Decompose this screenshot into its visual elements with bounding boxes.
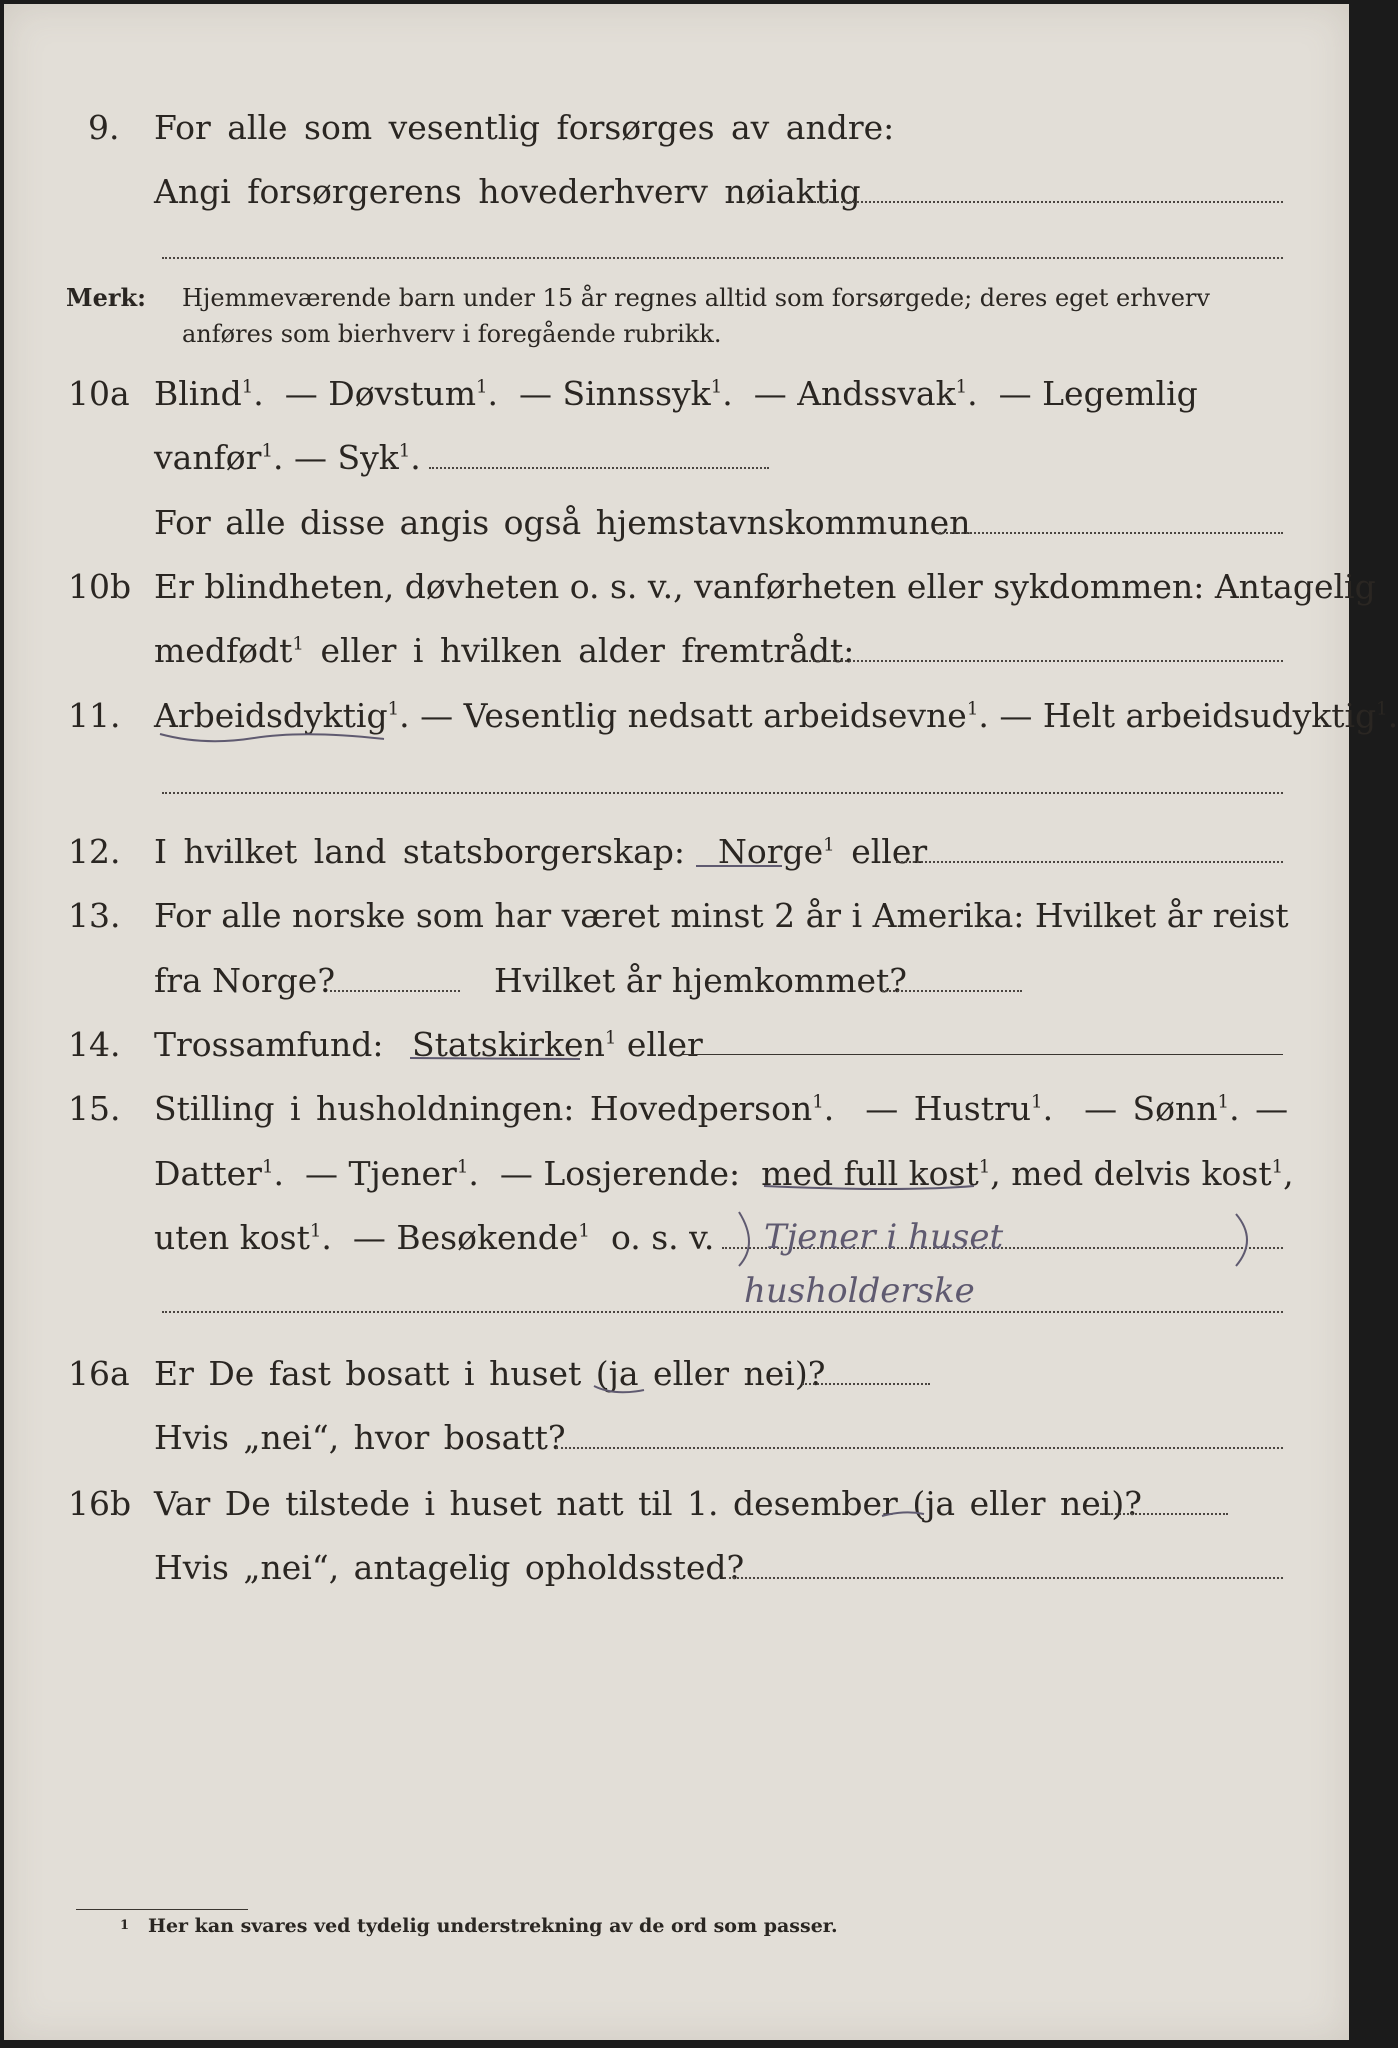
q15-hustru[interactable]: — Hustru [865, 1089, 1032, 1128]
q15-close-paren [1236, 1214, 1247, 1266]
footnote-rule [76, 1909, 248, 1910]
q13-line1: For alle norske som har været minst 2 år i Amerika: Hvilket år reist [154, 896, 1289, 935]
q14-number: 14. [68, 1025, 121, 1064]
q15-uten[interactable]: uten kost [154, 1218, 310, 1257]
q10b-answer-line[interactable] [809, 660, 1283, 662]
q14-answer-line[interactable] [682, 1054, 1283, 1055]
q15-answer-line-2[interactable] [162, 1311, 1283, 1313]
q10a-syk[interactable]: — Syk [293, 438, 399, 477]
q12-number: 12. [68, 832, 121, 871]
q16a-line2: Hvis „nei“, hvor bosatt? [154, 1418, 566, 1457]
q11-vesentlig[interactable]: — Vesentlig nedsatt arbeidsevne [420, 696, 967, 735]
q15-answer-line[interactable] [722, 1247, 1283, 1249]
q14-label: Trossamfund: [154, 1025, 384, 1064]
q11-line: Arbeidsdyktig$^1$. — Vesentlig nedsatt arbeidsevne$^1$. — Helt arbeidsudyktig$^1$. [154, 696, 1398, 735]
q14-options: Statskirken$^1$ eller [412, 1025, 703, 1064]
q13-reist-line[interactable] [330, 990, 460, 992]
q11-arbeidsdyktig[interactable]: Arbeidsdyktig [154, 696, 388, 735]
q11-helt[interactable]: — Helt arbeidsudyktig [999, 696, 1377, 735]
q15-number: 15. [68, 1089, 121, 1128]
q10a-blind[interactable]: Blind [154, 374, 242, 413]
merk-label: Merk: [66, 283, 146, 312]
q16b-opholdssted-line[interactable] [724, 1577, 1283, 1579]
q15-hovedperson[interactable]: Stilling i husholdningen: Hovedperson [154, 1089, 813, 1128]
q15-open-paren [739, 1212, 749, 1266]
q15-handwriting-1: Tjener i huset [764, 1217, 1004, 1257]
footnote-mark: 1 [120, 1918, 130, 1933]
q15-line2: Datter$^1$. — Tjener$^1$. — Losjerende: med full kost$^1$, med delvis kost$^1$, [154, 1154, 1294, 1193]
footnote-text: Her kan svares ved tydelig understrekning av de ord som passer. [148, 1915, 838, 1937]
q14-statskirken[interactable]: Statskirken [412, 1025, 605, 1064]
q16a-line1: Er De fast bosatt i huset (ja eller nei)? [154, 1354, 826, 1393]
q15-dash: — [1255, 1089, 1289, 1128]
q10a-line3: For alle disse angis også hjemstavnskommunen [154, 503, 971, 542]
q10b-medfodt[interactable]: medfødt [154, 631, 293, 670]
q10b-line1: Er blindheten, døvheten o. s. v., vanførheten eller sykdommen: Antagelig [154, 567, 1376, 606]
q12-eller: eller [851, 832, 928, 871]
q10a-sinnssyk[interactable]: — Sinnssyk [519, 374, 711, 413]
q16b-answer-line[interactable] [1100, 1513, 1228, 1515]
q11-number: 11. [68, 696, 121, 735]
q15-line1: Stilling i husholdningen: Hovedperson$^1$. — Hustru$^1$. — Sønn$^1$. — [154, 1089, 1289, 1128]
q9-number: 9. [88, 108, 120, 147]
q10a-line2: vanfør$^1$. — Syk$^1$. [154, 438, 421, 477]
q9-answer-line[interactable] [809, 201, 1283, 203]
q9-answer-line-2[interactable] [162, 257, 1283, 259]
census-form-page [4, 4, 1398, 2040]
q16a-bosatt-line[interactable] [556, 1447, 1283, 1449]
q13-hjemkommet-line[interactable] [882, 990, 1022, 992]
q10a-answer-line[interactable] [429, 467, 769, 469]
q9-line1: For alle som vesentlig forsørges av andre: [154, 108, 895, 147]
q10a-number: 10a [68, 374, 130, 413]
q12-text: I hvilket land statsborgerskap: [154, 832, 686, 871]
q16a-number: 16a [68, 1354, 130, 1393]
q16a-answer-line[interactable] [802, 1383, 930, 1385]
q13-fra: fra Norge? [154, 961, 336, 1000]
q15-line3: uten kost$^1$. — Besøkende$^1$ o. s. v. [154, 1218, 715, 1257]
q10a-legemlig[interactable]: — Legemlig [998, 374, 1198, 413]
q10a-line1: Blind$^1$. — Døvstum$^1$. — Sinnssyk$^1$. — Andssvak$^1$. — Legemlig [154, 374, 1198, 413]
q12-norge[interactable]: Norge [718, 832, 824, 871]
q15-medfull[interactable]: med full kost [761, 1154, 979, 1193]
q9-line2: Angi forsørgerens hovederhverv nøiaktig [154, 172, 861, 211]
q15-losjerende: — Losjerende: [499, 1154, 741, 1193]
q12-answer-line[interactable] [896, 861, 1283, 863]
q10a-hjemstavn-line[interactable] [939, 532, 1283, 534]
q12-line: I hvilket land statsborgerskap: Norge$^1$ eller [154, 832, 928, 871]
q10a-dovstum[interactable]: — Døvstum [284, 374, 476, 413]
q11-answer-line[interactable] [162, 792, 1283, 794]
q15-besokende[interactable]: — Besøkende [352, 1218, 579, 1257]
q15-osv: o. s. v. [610, 1218, 715, 1257]
q15-meddelvis[interactable]: med delvis kost [1011, 1154, 1272, 1193]
q16b-number: 16b [68, 1484, 132, 1523]
q13-hjem: Hvilket år hjemkommet? [494, 961, 907, 1000]
q15-handwriting-2: husholderske [744, 1271, 975, 1311]
q10a-andssvak[interactable]: — Andssvak [753, 374, 956, 413]
q10a-vanfor[interactable]: vanfør [154, 438, 262, 477]
q10b-number: 10b [68, 567, 132, 606]
q10b-line2: medfødt$^1$ eller i hvilken alder fremtrådt: [154, 631, 855, 670]
q16b-line2: Hvis „nei“, antagelig opholdssted? [154, 1548, 745, 1587]
q15-sonn[interactable]: — Sønn [1084, 1089, 1218, 1128]
merk-line1: Hjemmeværende barn under 15 år regnes alltid som forsørgede; deres eget erhverv [182, 284, 1210, 312]
q15-datter[interactable]: Datter [154, 1154, 262, 1193]
merk-line2: anføres som bierhverv i foregående rubrikk. [182, 320, 722, 348]
q16b-line1: Var De tilstede i huset natt til 1. desember (ja eller nei)? [154, 1484, 1142, 1523]
q14-eller: eller [626, 1025, 703, 1064]
q10b-rest: eller i hvilken alder fremtrådt: [320, 631, 855, 670]
q15-tjener[interactable]: — Tjener [305, 1154, 457, 1193]
q13-number: 13. [68, 896, 121, 935]
